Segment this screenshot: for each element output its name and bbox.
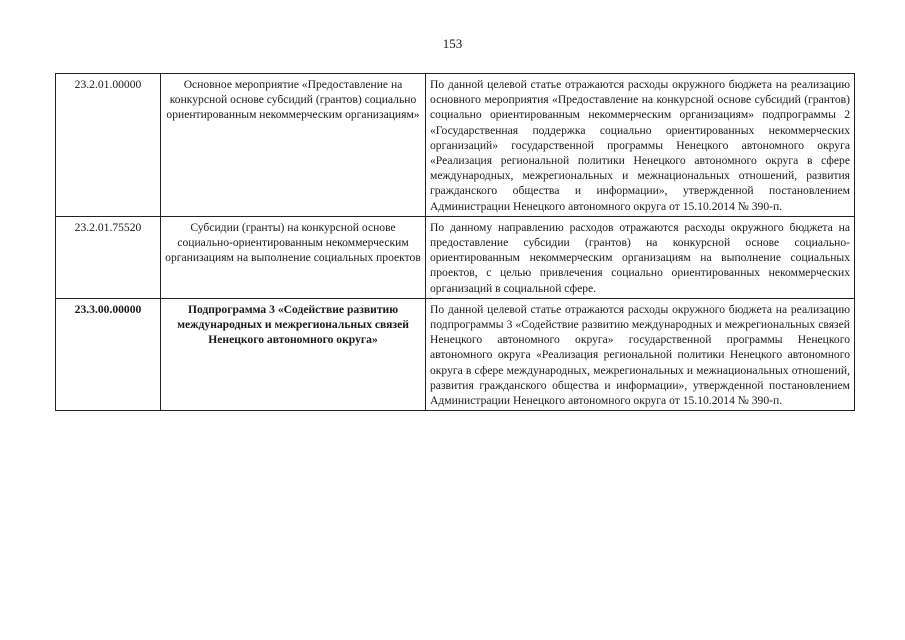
budget-classification-table — [55, 73, 855, 411]
table-row — [56, 298, 855, 410]
target-article-code: 23.2.01.75520 — [56, 216, 161, 298]
target-article-code: 23.3.00.00000 — [56, 298, 161, 410]
table-row — [56, 216, 855, 298]
target-article-description: По данной целевой статье отражаются расходы окружного бюджета на реализацию основного мероприятия «Предоставление на конкурсной основе субсидий (грантов) социально ориентированным некоммерческим организациям» подпрограммы 2 «Государственная поддержка социально ориентированных некоммерческих организаций» государственной программы Ненецкого автономного округа «Реализация региональной политики Ненецкого автономного округа в сфере международных, межрегиональных и межнациональных отношений, развития гражданского общества и информации», утвержденной постановлением Администрации Ненецкого автономного округа от 15.10.2014 № 390-п. — [426, 74, 855, 217]
target-article-name: Подпрограмма 3 «Содействие развитию международных и межрегиональных связей Ненецкого автономного округа» — [161, 298, 426, 410]
target-article-name: Субсидии (гранты) на конкурсной основе социально-ориентированным некоммерческим организациям на выполнение социальных проектов — [161, 216, 426, 298]
table-row — [56, 74, 855, 217]
target-article-name: Основное мероприятие «Предоставление на конкурсной основе субсидий (грантов) социально ориентированным некоммерческим организациям» — [161, 74, 426, 217]
target-article-description: По данной целевой статье отражаются расходы окружного бюджета на реализацию подпрограммы 3 «Содействие развитию международных и межрегиональных связей Ненецкого автономного округа» государственной программы Ненецкого автономного округа «Реализация региональной политики Ненецкого автономного округа в сфере международных, межрегиональных и межнациональных отношений, развития гражданского общества и информации», утвержденной постановлением Администрации Ненецкого автономного округа от 15.10.2014 № 390-п. — [426, 298, 855, 410]
target-article-code: 23.2.01.00000 — [56, 74, 161, 217]
target-article-description: По данному направлению расходов отражаются расходы окружного бюджета на предоставление субсидии (грантов) на конкурсной основе социально-ориентированным некоммерческим организациям на выполнение социальных проектов, с целью привлечения социально ориентированных некоммерческих организаций в социальной сфере. — [426, 216, 855, 298]
page-number: 153 — [442, 36, 463, 51]
